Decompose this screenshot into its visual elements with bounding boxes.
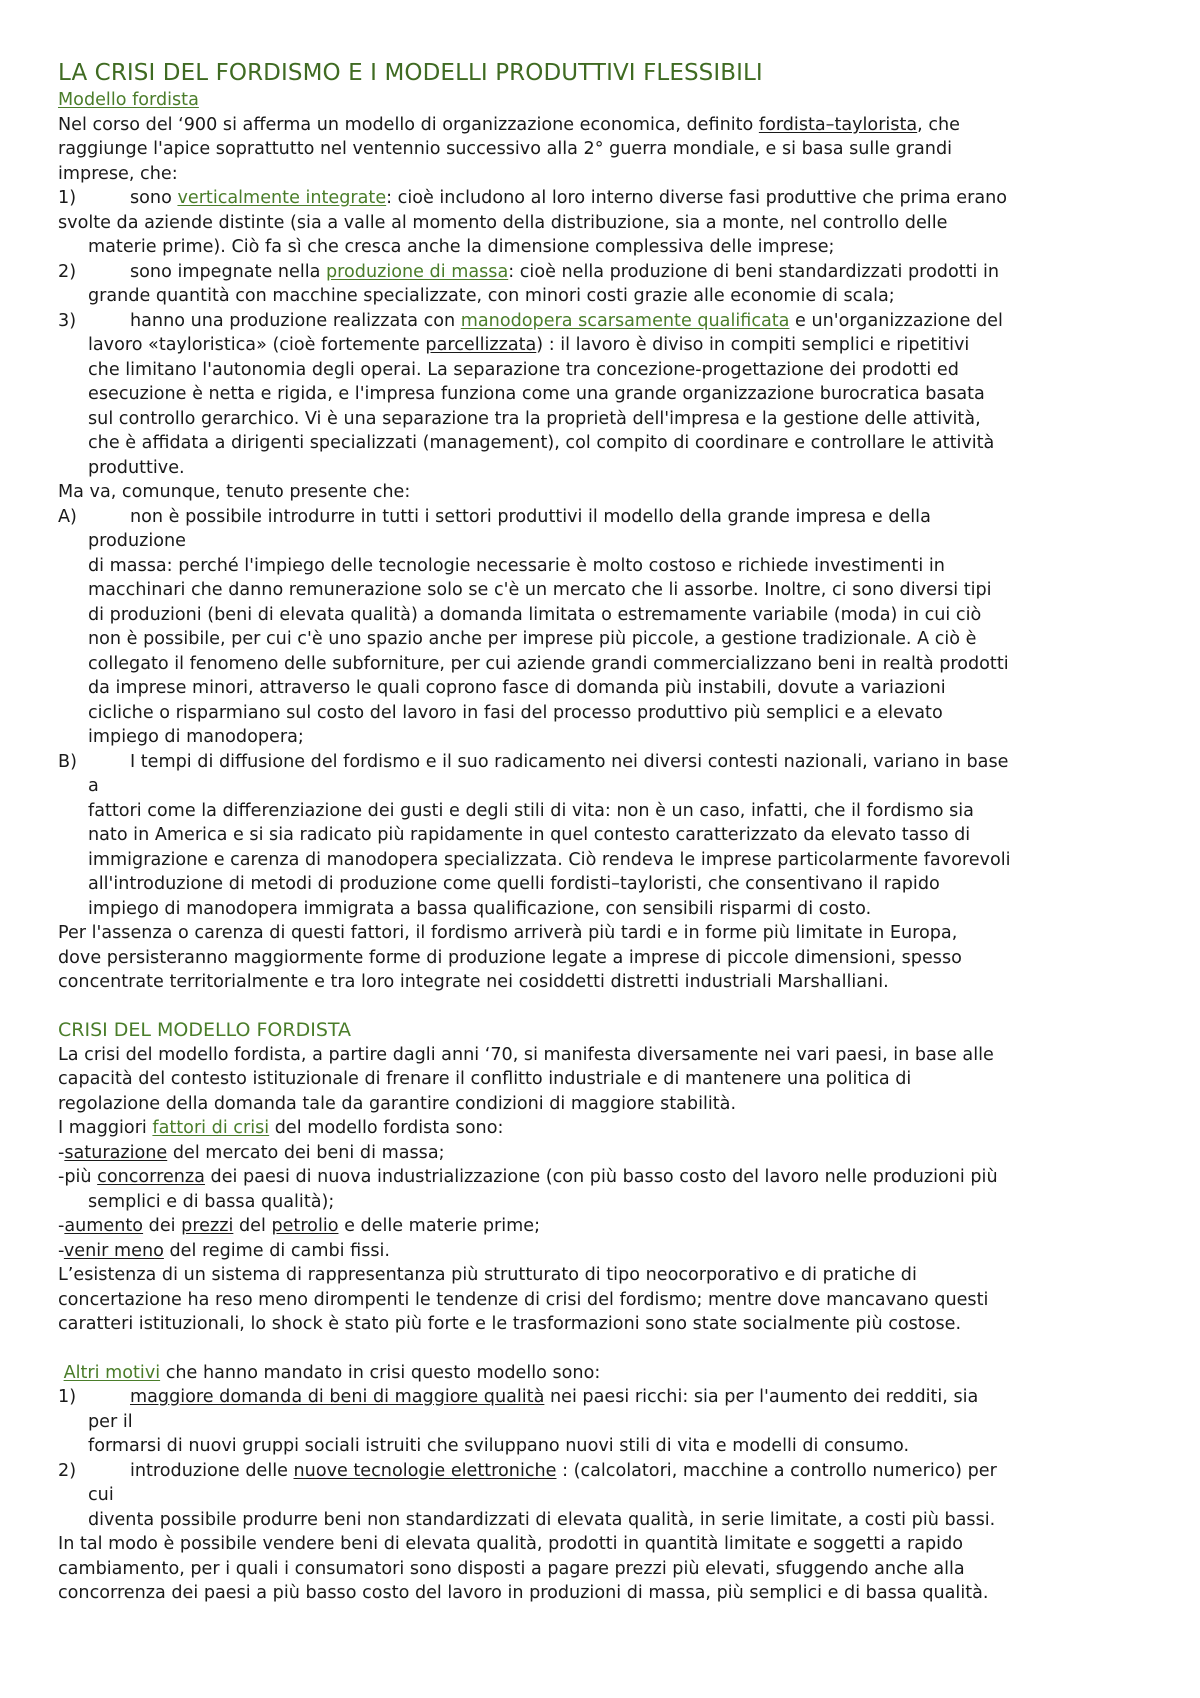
underlined-term: fordista–taylorista (758, 114, 918, 135)
underlined-term: aumento (64, 1216, 144, 1236)
paragraph-line: regolazione della domanda tale da garantire condizioni di maggiore stabilità. (58, 1093, 737, 1114)
paragraph-line: concorrenza dei paesi a più basso costo del lavoro in produzioni di massa, più semplici e di bassa qualità. (58, 1583, 989, 1603)
paragraph-line: per il (88, 1411, 133, 1432)
underlined-term: venir meno (63, 1240, 164, 1261)
paragraph-line: dove persisteranno maggiormente forme di produzione legate a imprese di piccole dimensioni, spesso (58, 947, 962, 968)
paragraph-line: produzione (88, 531, 186, 551)
paragraph-line: di massa: perché l'impiego delle tecnologie necessarie è molto costoso e richiede investimenti in (88, 555, 945, 576)
paragraph-line: Ma va, comunque, tenuto presente che: (58, 482, 411, 502)
highlighted-term: produzione di massa (326, 261, 509, 282)
paragraph-line: da imprese minori, attraverso le quali coprono fasce di domanda più instabili, dovute a variazioni (88, 678, 946, 698)
paragraph-line: cambiamento, per i quali i consumatori sono disposti a pagare prezzi più elevati, sfuggendo anche alla (58, 1558, 965, 1579)
bullet-item: -saturazione del mercato dei beni di massa; (58, 1142, 445, 1163)
section-heading-crisi: CRISI DEL MODELLO FORDISTA (58, 1018, 352, 1041)
paragraph-line: materie prime). Ciò fa sì che cresca anche la dimensione complessiva delle imprese; (88, 237, 835, 257)
paragraph-line: concentrate territorialmente e tra loro integrate nei cosiddetti distretti industriali Marshalliani. (58, 972, 889, 992)
paragraph-line: non è possibile, per cui c'è uno spazio anche per imprese più piccole, a gestione tradizionale. A ciò è (88, 629, 977, 649)
paragraph-line: esecuzione è netta e rigida, e l'impresa funziona come una grande organizzazione burocratica basata (88, 384, 985, 404)
paragraph-line: collegato il fenomeno delle subforniture, per cui aziende grandi commercializzano beni in realtà prodotti (88, 653, 1009, 674)
paragraph-line: che limitano l'autonomia degli operai. La separazione tra concezione-progettazione dei prodotti ed (88, 359, 959, 380)
paragraph-line: imprese, che: (58, 163, 178, 184)
paragraph-line: Nel corso del ‘900 si afferma un modello di organizzazione economica, definito fordista–taylorista, che (58, 114, 961, 135)
paragraph-line: L’esistenza di un sistema di rappresentanza più strutturato di tipo neocorporativo e di pratiche di (58, 1265, 917, 1285)
paragraph-line: di produzioni (beni di elevata qualità) a domanda limitata o estremamente variabile (moda) in cui ciò (88, 604, 982, 625)
paragraph-line: impiego di manodopera; (88, 727, 304, 747)
list-letter: B) (58, 751, 77, 772)
list-number: 2) (58, 1460, 77, 1481)
paragraph-line: capacità del contesto istituzionale di frenare il conflitto industriale e di mantenere una politica di (58, 1069, 912, 1089)
paragraph-line: sul controllo gerarchico. Vi è una separazione tra la proprietà dell'impresa e la gestione delle attività, (88, 408, 981, 429)
paragraph-line: Per l'assenza o carenza di questi fattori, il fordismo arriverà più tardi e in forme più limitate in Europa, (58, 923, 958, 943)
list-item-a: A) non è possibile introdurre in tutti i settori produttivi il modello della grande impresa e della (58, 505, 1148, 530)
underlined-term: maggiore domanda di beni di maggiore qualità (130, 1387, 545, 1407)
paragraph-line: grande quantità con macchine specializzate, con minori costi grazie alle economie di scala; (88, 286, 895, 306)
paragraph-line: fattori come la differenziazione dei gusti e degli stili di vita: non è un caso, infatti, che il fordismo sia (88, 800, 974, 821)
paragraph-line: produttive. (88, 457, 185, 478)
paragraph-line: svolte da aziende distinte (sia a valle al momento della distribuzione, sia a monte, nel controllo delle (58, 212, 948, 233)
paragraph-line: caratteri istituzionali, lo shock è stato più forte e le trasformazioni sono state socialmente più costose. (58, 1314, 962, 1334)
paragraph-line: cicliche o risparmiano sul costo del lavoro in fasi del processo produttivo più semplici e a elevato (88, 702, 943, 723)
bullet-item: -aumento dei prezzi del petrolio e delle materie prime; (58, 1216, 541, 1236)
paragraph-line: impiego di manodopera immigrata a bassa qualificazione, con sensibili risparmi di costo. (88, 898, 872, 919)
paragraph-line: formarsi di nuovi gruppi sociali istruiti che sviluppano nuovi stili di vita e modelli di consumo. (88, 1436, 910, 1456)
underlined-term: petrolio (271, 1216, 339, 1236)
underlined-term: parcellizzata (425, 335, 537, 355)
spacer (58, 995, 1148, 1017)
highlighted-term: verticalmente integrate (177, 188, 387, 208)
list-item-1: 1) maggiore domanda di beni di maggiore qualità nei paesi ricchi: sia per l'aumento dei redditi, sia (58, 1385, 1148, 1410)
paragraph-line: immigrazione e carenza di manodopera specializzata. Ciò rendeva le imprese particolarmente favorevoli (88, 849, 1011, 870)
bullet-item: -venir meno del regime di cambi fissi. (58, 1240, 391, 1261)
paragraph-line: semplici e di bassa qualità); (88, 1191, 335, 1212)
highlighted-term: manodopera scarsamente qualificata (460, 310, 790, 331)
list-letter: A) (58, 506, 77, 527)
document-title: LA CRISI DEL FORDISMO E I MODELLI PRODUTTIVI FLESSIBILI (58, 60, 763, 86)
underlined-term: concorrenza (97, 1167, 205, 1187)
paragraph-line: macchinari che danno remunerazione solo se c'è un mercato che li assorbe. Inoltre, ci sono diversi tipi (88, 580, 992, 600)
underlined-term: nuove tecnologie elettroniche (293, 1460, 557, 1481)
list-number: 3) (58, 310, 77, 331)
paragraph-line: Altri motivi che hanno mandato in crisi questo modello sono: (63, 1362, 601, 1383)
paragraph-line: che è affidata a dirigenti specializzati (management), col compito di coordinare e controllare le attività (88, 433, 995, 453)
document-page (58, 58, 1148, 1606)
paragraph-line: diventa possibile produrre beni non standardizzati di elevata qualità, in serie limitate, a costi più bassi. (88, 1509, 996, 1530)
list-item-2: 2) sono impegnate nella produzione di massa: cioè nella produzione di beni standardizzati prodotti in (58, 260, 1148, 285)
list-number: 2) (58, 261, 77, 282)
spacer (58, 1337, 1148, 1361)
paragraph-line: I maggiori fattori di crisi del modello fordista sono: (58, 1118, 504, 1138)
paragraph-line: nato in America e si sia radicato più rapidamente in quel contesto caratterizzato da elevato tasso di (88, 825, 971, 845)
highlighted-term: fattori di crisi (152, 1118, 270, 1138)
paragraph-line: all'introduzione di metodi di produzione come quelli fordisti–tayloristi, che consentivano il rapido (88, 874, 940, 894)
underlined-term: prezzi (181, 1216, 234, 1236)
paragraph-line: La crisi del modello fordista, a partire dagli anni ‘70, si manifesta diversamente nei vari paesi, in base alle (58, 1044, 994, 1065)
list-number: 1) (58, 188, 77, 208)
list-item-1: 1) sono verticalmente integrate: cioè includono al loro interno diverse fasi produttive che prima erano (58, 186, 1148, 211)
list-item-2: 2) introduzione delle nuove tecnologie elettroniche : (calcolatori, macchine a controllo numerico) per (58, 1459, 1148, 1484)
paragraph-line: In tal modo è possibile vendere beni di elevata qualità, prodotti in quantità limitate e soggetti a rapido (58, 1534, 963, 1554)
paragraph-line: lavoro «tayloristica» (cioè fortemente parcellizzata) : il lavoro è diviso in compiti semplici e ripetitivi (88, 335, 970, 355)
highlighted-term: Altri motivi (63, 1362, 161, 1383)
paragraph-line: raggiunge l'apice soprattutto nel ventennio successivo alla 2° guerra mondiale, e si basa sulle grandi (58, 139, 953, 159)
paragraph-line: a (88, 776, 99, 796)
list-item-b: B) I tempi di diffusione del fordismo e il suo radicamento nei diversi contesti nazionali, variano in base (58, 750, 1148, 775)
list-number: 1) (58, 1387, 77, 1407)
bullet-item: -più concorrenza dei paesi di nuova industrializzazione (con più basso costo del lavoro nelle produzioni più (58, 1167, 998, 1187)
list-item-3: 3) hanno una produzione realizzata con manodopera scarsamente qualificata e un'organizzazione del (58, 309, 1148, 334)
section-heading-modello-fordista: Modello fordista (58, 90, 199, 110)
paragraph-line: cui (88, 1485, 114, 1505)
underlined-term: saturazione (64, 1142, 168, 1163)
paragraph-line: concertazione ha reso meno dirompenti le tendenze di crisi del fordismo; mentre dove mancavano questi (58, 1289, 989, 1310)
